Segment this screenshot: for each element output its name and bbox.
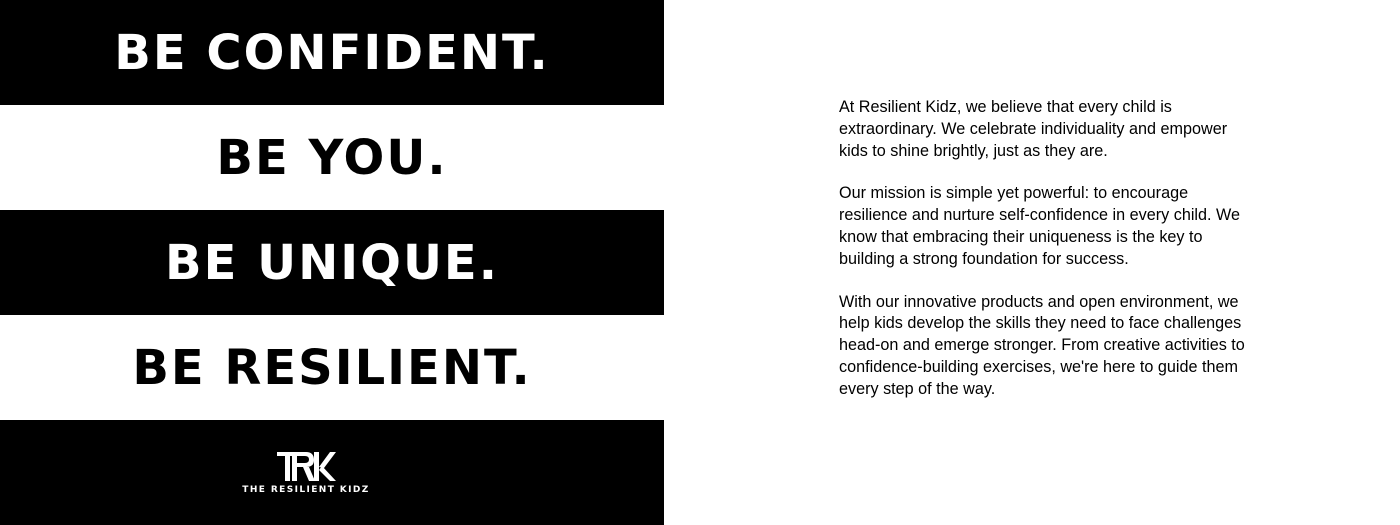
tagline-confident: BE CONFIDENT.: [114, 24, 550, 81]
tagline-band-unique: [0, 210, 664, 315]
tagline-resilient: BE RESILIENT.: [132, 339, 532, 396]
paragraph-intro: At Resilient Kidz, we believe that every child is extraordinary. We celebrate individuality and empower kids to shine brightly, just as they are.: [839, 98, 1228, 160]
brand-logo: [242, 451, 369, 495]
logo-band: [0, 420, 664, 525]
paragraph-products: With our innovative products and open environment, we help kids develop the skills they need to face challenges head-on and emerge stronger. From creative activities to confidence-building exercises, we're here to guide them every step of the way.: [839, 292, 1245, 398]
tagline-unique: BE UNIQUE.: [165, 234, 499, 291]
tagline-column: [0, 0, 664, 525]
tagline-you: BE YOU.: [216, 129, 448, 186]
description-column: [839, 97, 1259, 422]
tagline-band-you: [0, 105, 664, 210]
trk-logo-icon: [276, 451, 336, 483]
tagline-band-confident: [0, 0, 664, 105]
tagline-band-resilient: [0, 315, 664, 420]
paragraph-mission: Our mission is simple yet powerful: to encourage resilience and nurture self-confidence in every child. We know that embracing their uniqueness is the key to building a strong foundation for success.: [839, 184, 1240, 268]
brand-name: THE RESILIENT KIDZ: [242, 484, 370, 495]
